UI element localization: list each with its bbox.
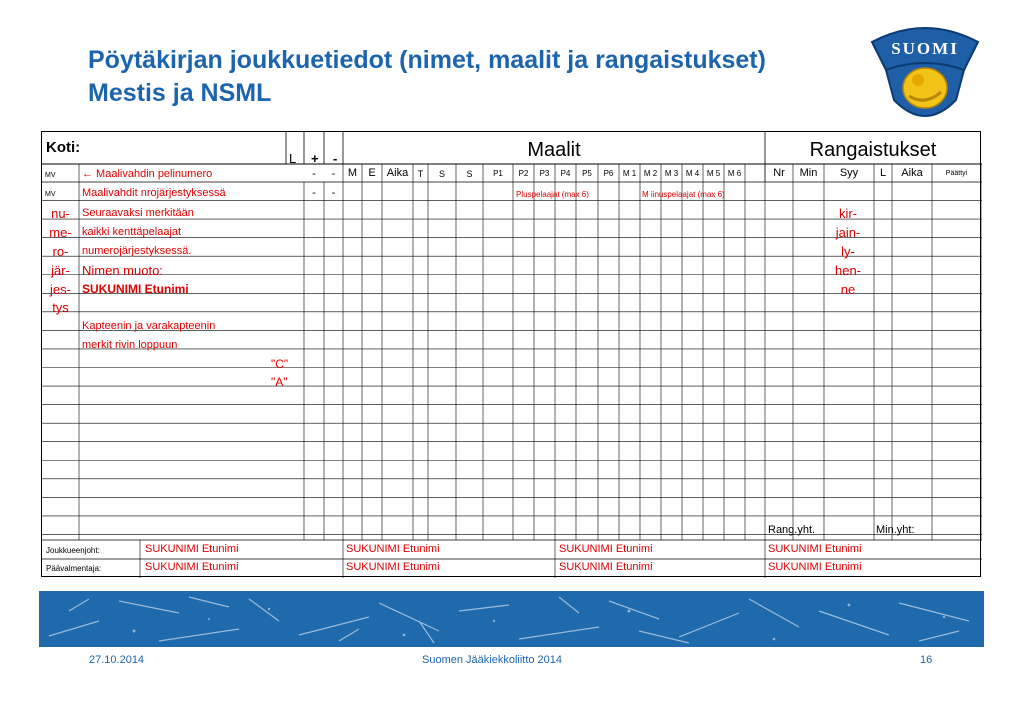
- numero-syllable-1: nu-: [51, 206, 70, 221]
- dash-2a: -: [312, 187, 316, 199]
- official-name: SUKUNIMI Etunimi: [145, 543, 239, 555]
- maalit-column-header: T: [417, 169, 424, 179]
- instruction-kapteenin: Kapteenin ja varakapteenin: [82, 320, 216, 332]
- dash-2b: -: [331, 187, 336, 199]
- suomi-logo: [864, 20, 986, 132]
- joukkueenjoht-label: Joukkueenjoht:: [46, 546, 100, 555]
- maalit-column-header: P1: [493, 169, 503, 178]
- l-label: L: [289, 151, 297, 166]
- page-title: Pöytäkirjan joukkuetiedot (nimet, maalit ja rangaistukset) Mestis ja NSML: [88, 46, 766, 107]
- mv-label-2: MV: [45, 191, 56, 198]
- maalit-column-header: M 6: [727, 169, 742, 178]
- mv-label-1: MV: [45, 172, 56, 179]
- footer-page-number: 16: [920, 654, 933, 666]
- ice-texture-band: [39, 591, 984, 647]
- maalit-column-header: E: [368, 167, 376, 179]
- rangaistukset-column-header: Päättyi: [945, 170, 968, 177]
- footer-date: 27.10.2014: [89, 654, 145, 666]
- maalit-column-header: P3: [539, 169, 550, 178]
- kirjain-syllable-3: ly-: [841, 244, 855, 259]
- instruction-merkit: merkit rivin loppuun: [82, 339, 178, 351]
- miinuspelaajat-note: M iinuspelaajat (max 6): [642, 190, 725, 199]
- captain-mark-a: "A": [271, 375, 288, 389]
- numero-syllable-6: tys: [52, 300, 69, 315]
- svg-text:SUOMI: SUOMI: [891, 39, 959, 58]
- lineup-form: [41, 131, 981, 577]
- instruction-nimen-muoto: Nimen muoto:: [82, 263, 163, 278]
- koti-label: Koti:: [46, 139, 81, 156]
- numero-syllable-4: jär-: [51, 263, 70, 278]
- official-name: SUKUNIMI Etunimi: [145, 561, 239, 573]
- official-name: SUKUNIMI Etunimi: [346, 543, 440, 555]
- maalit-column-header: S: [438, 169, 445, 179]
- official-name: SUKUNIMI Etunimi: [346, 561, 440, 573]
- rangaistukset-column-header: L: [879, 167, 887, 179]
- rangaistukset-column-header: Aika: [901, 167, 923, 179]
- instruction-numero: numerojärjestyksessä.: [82, 245, 192, 257]
- maalivahdit-nrojarjestys-text: Maalivahdit nrojärjestyksessä: [82, 187, 226, 199]
- dash-1b: -: [331, 168, 336, 180]
- maalit-column-header: M 1: [622, 169, 637, 178]
- maalit-column-header: Aika: [386, 167, 409, 179]
- dash-1a: -: [312, 168, 316, 180]
- official-name: SUKUNIMI Etunimi: [768, 543, 862, 555]
- maalit-column-header: S: [466, 169, 473, 179]
- instruction-sukunimi: SUKUNIMI Etunimi: [82, 282, 189, 296]
- kirjain-syllable-1: kir-: [838, 206, 858, 221]
- instruction-seuraavaksi: Seuraavaksi merkitään: [82, 207, 194, 219]
- maalit-column-header: M 2: [643, 169, 658, 178]
- paavalmentaja-label: Päävalmentaja:: [46, 564, 102, 573]
- maalit-column-header: P6: [603, 169, 614, 178]
- maalit-heading: Maalit: [527, 139, 581, 161]
- maalit-column-header: P4: [560, 169, 571, 178]
- kirjain-syllable-2: jain-: [835, 225, 861, 240]
- numero-syllable-2: me-: [49, 225, 72, 240]
- min-yht-label: Min.yht:: [876, 524, 915, 536]
- rangaistukset-column-header: Min: [799, 167, 818, 179]
- official-name: SUKUNIMI Etunimi: [559, 561, 653, 573]
- rang-yht-label: Rang.yht.: [768, 524, 816, 536]
- maalit-column-header: M 3: [664, 169, 679, 178]
- maalit-column-header: M: [347, 167, 358, 179]
- rangaistukset-column-header: Syy: [839, 167, 859, 179]
- kirjain-syllable-5: ne: [840, 282, 856, 297]
- instruction-kaikki: kaikki kenttäpelaajat: [82, 226, 182, 238]
- maalivahdin-pelinumero-text: ← Maalivahdin pelinumero: [82, 168, 213, 180]
- maalit-column-header: M 4: [685, 169, 700, 178]
- plus-label: +: [311, 151, 319, 166]
- numero-syllable-5: jes-: [50, 282, 71, 297]
- maalit-column-header: P5: [582, 169, 592, 178]
- maalit-column-header: M 5: [706, 169, 721, 178]
- footer-organization: Suomen Jääkiekkoliitto 2014: [422, 654, 563, 666]
- numero-syllable-3: ro-: [52, 244, 69, 259]
- captain-mark-c: "C": [271, 357, 289, 371]
- pluspelaajat-note: Pluspelaajat (max 6): [516, 190, 589, 199]
- minus-label: -: [333, 151, 338, 166]
- rangaistukset-heading: Rangaistukset: [809, 139, 937, 161]
- kirjain-syllable-4: hen-: [834, 263, 862, 278]
- rangaistukset-column-header: Nr: [773, 167, 785, 179]
- official-name: SUKUNIMI Etunimi: [559, 543, 653, 555]
- official-name: SUKUNIMI Etunimi: [768, 561, 862, 573]
- maalit-column-header: P2: [518, 169, 529, 178]
